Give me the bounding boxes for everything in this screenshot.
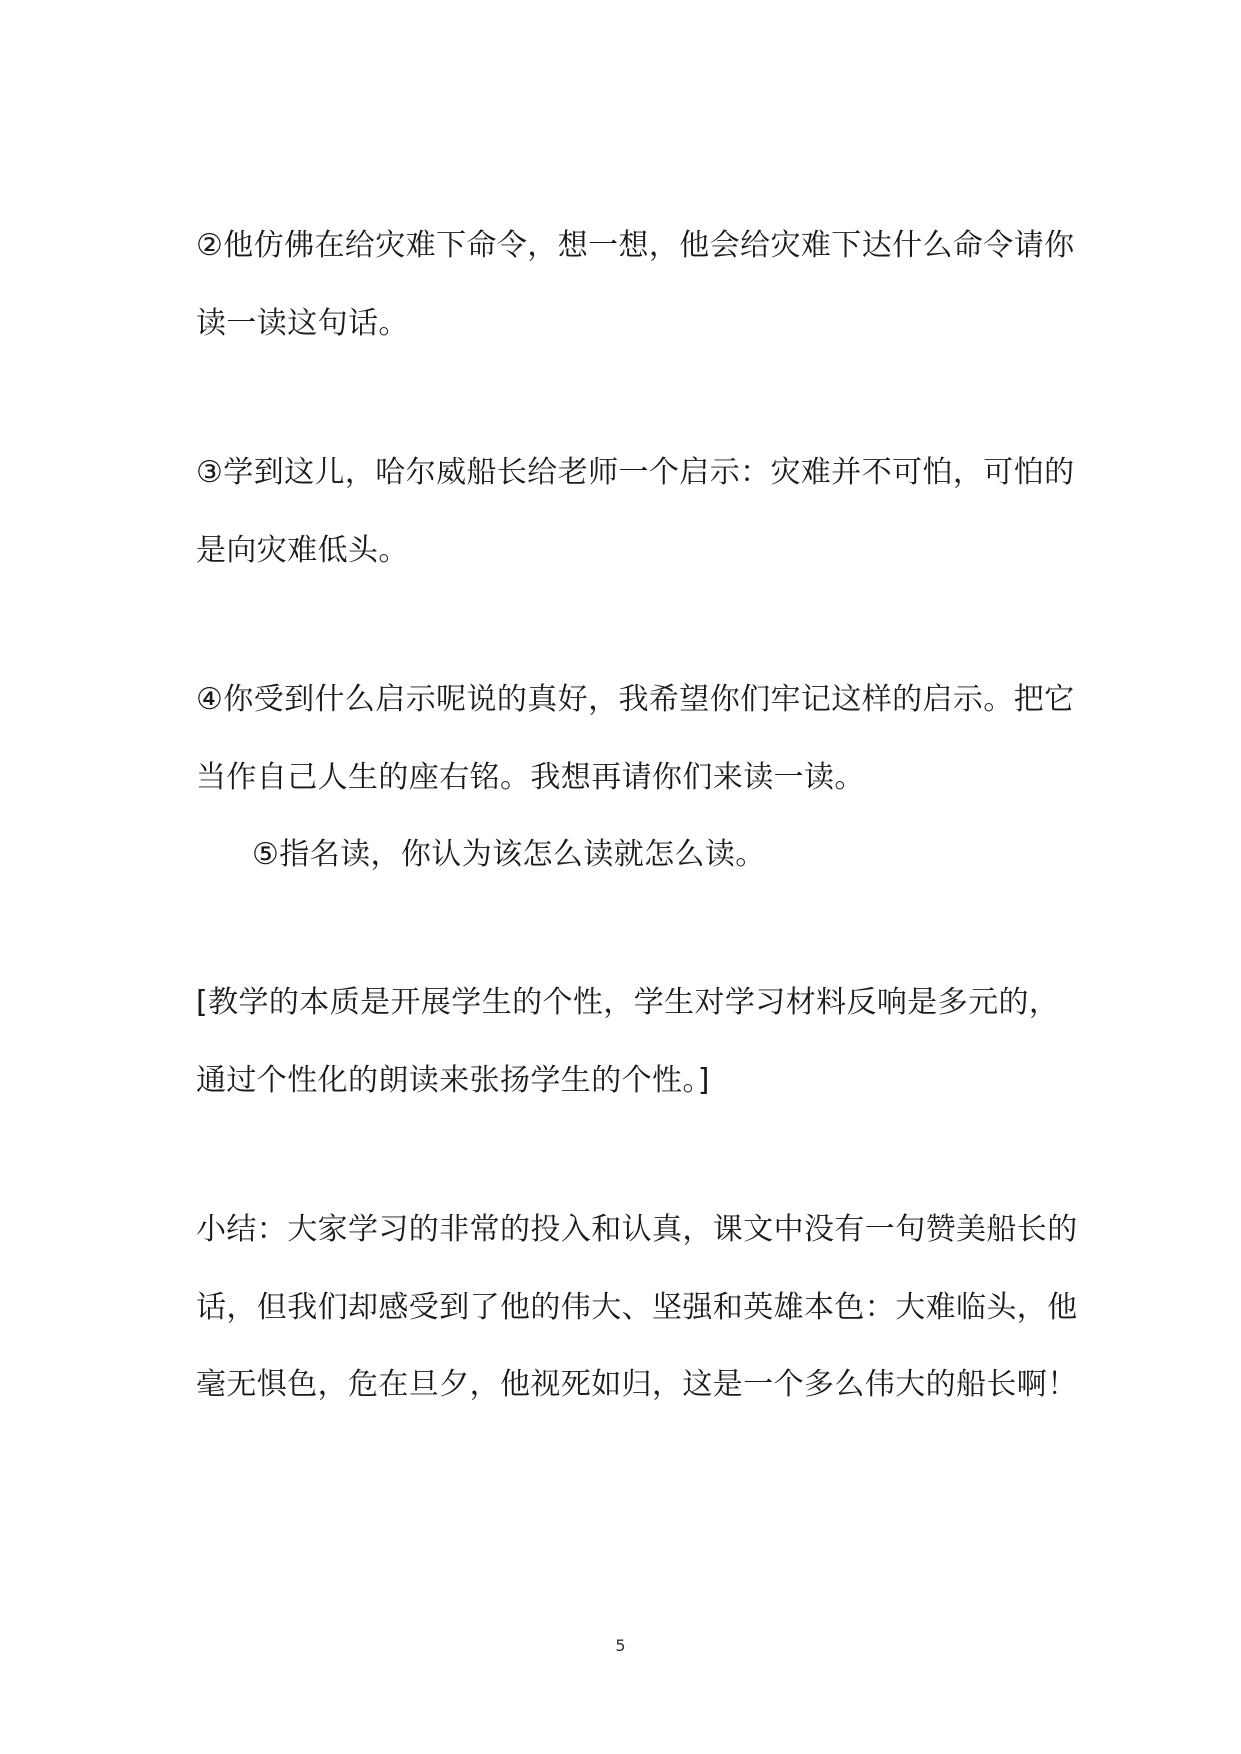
paragraph-2-line-2: 读一读这句话。 bbox=[196, 306, 409, 341]
teaching-note-line-2: 通过个性化的朗读来张扬学生的个性。] bbox=[196, 1063, 710, 1098]
paragraph-3-line-1: ③学到这儿，哈尔威船长给老师一个启示：灾难并不可怕，可怕的 bbox=[196, 455, 1075, 490]
paragraph-2-line-1: ②他仿佛在给灾难下命令，想一想，他会给灾难下达什么命令请你 bbox=[196, 228, 1075, 263]
teaching-note-line-1: [教学的本质是开展学生的个性，学生对学习材料反响是多元的， bbox=[196, 985, 1060, 1020]
summary-line-1: 小结：大家学习的非常的投入和认真，课文中没有一句赞美船长的 bbox=[196, 1212, 1078, 1247]
paragraph-4-line-1: ④你受到什么启示呢说的真好，我希望你们牢记这样的启示。把它 bbox=[196, 682, 1075, 717]
paragraph-4-line-2: 当作自己人生的座右铭。我想再请你们来读一读。 bbox=[196, 760, 865, 795]
summary-line-2: 话，但我们却感受到了他的伟大、坚强和英雄本色：大难临头，他 bbox=[196, 1290, 1078, 1325]
paragraph-5-line-1: ⑤指名读，你认为该怎么读就怎么读。 bbox=[252, 837, 766, 872]
paragraph-3-line-2: 是向灾难低头。 bbox=[196, 533, 409, 568]
summary-line-3: 毫无惧色，危在旦夕，他视死如归，这是一个多么伟大的船长啊！ bbox=[196, 1367, 1078, 1402]
page-number: 5 bbox=[615, 1636, 626, 1655]
